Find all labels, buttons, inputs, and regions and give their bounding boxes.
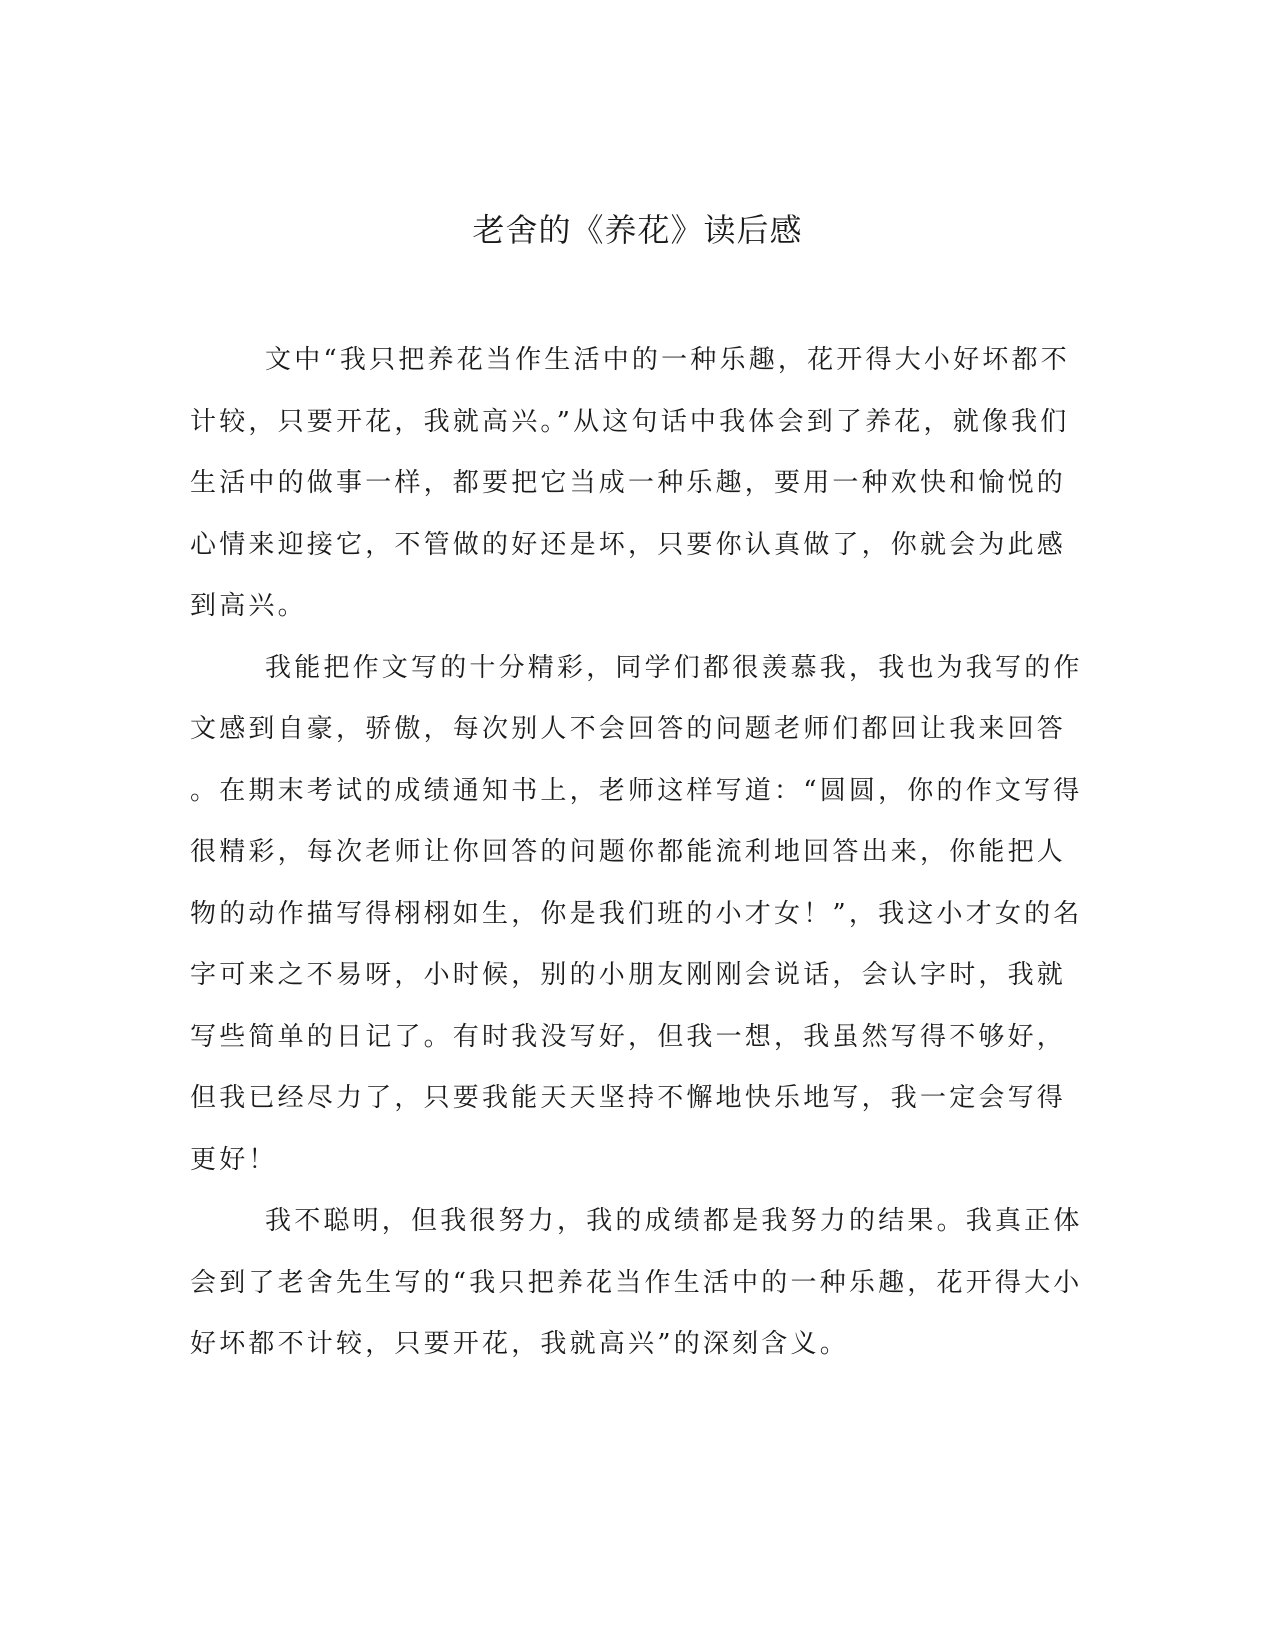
text-line: 到高兴。 [190, 591, 307, 621]
document-title: 老舍的《养花》读后感 [472, 211, 803, 249]
paragraph-2 [190, 638, 1083, 1192]
paragraph-3 [190, 1191, 1083, 1376]
text-line: 我不聪明，但我很努力，我的成绩都是我努力的结果。我真正体 [265, 1206, 1083, 1236]
text-line: 好坏都不计较，只要开花，我就高兴”的深刻含义。 [190, 1329, 849, 1359]
text-line: 生活中的做事一样，都要把它当成一种乐趣，要用一种欢快和愉悦的 [190, 468, 1067, 498]
text-line: 更好！ [190, 1144, 278, 1175]
text-line: 文中“我只把养花当作生活中的一种乐趣，花开得大小好坏都不 [265, 345, 1070, 375]
text-line: 字可来之不易呀，小时候，别的小朋友刚刚会说话，会认字时，我就 [190, 960, 1067, 990]
text-line: 我能把作文写的十分精彩，同学们都很羡慕我，我也为我写的作 [265, 652, 1083, 683]
paragraph-1 [190, 330, 1080, 638]
text-line: 文感到自豪，骄傲，每次别人不会回答的问题老师们都回让我来回答 [190, 714, 1067, 744]
text-line: 很精彩，每次老师让你回答的问题你都能流利地回答出来，你能把人 [190, 837, 1067, 867]
text-line: 。在期末考试的成绩通知书上，老师这样写道：“圆圆，你的作文写得 [190, 775, 1083, 806]
document-body [190, 330, 1083, 1376]
text-line: 但我已经尽力了，只要我能天天坚持不懈地快乐地写，我一定会写得 [190, 1083, 1067, 1113]
text-line: 写些简单的日记了。有时我没写好，但我一想，我虽然写得不够好， [190, 1021, 1067, 1052]
text-line: 会到了老舍先生写的“我只把养花当作生活中的一种乐趣，花开得大小 [190, 1267, 1083, 1298]
text-line: 计较，只要开花，我就高兴。”从这句话中我体会到了养花，就像我们 [190, 406, 1070, 437]
text-line: 心情来迎接它，不管做的好还是坏，只要你认真做了，你就会为此感 [190, 529, 1067, 560]
text-line: 物的动作描写得栩栩如生，你是我们班的小才女！”，我这小才女的名 [190, 898, 1083, 929]
